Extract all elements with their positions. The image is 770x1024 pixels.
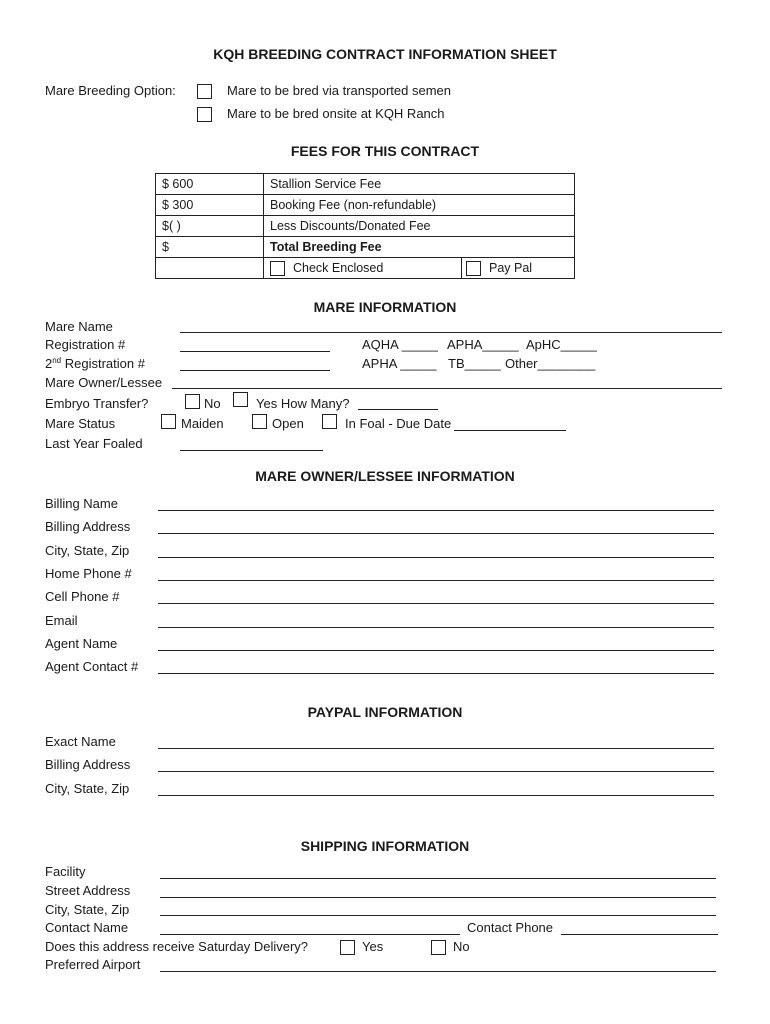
embryo-transfer-label: Embryo Transfer? bbox=[45, 396, 149, 411]
saturday-no-label: No bbox=[453, 939, 470, 954]
fee-row bbox=[156, 174, 575, 195]
facility-field[interactable] bbox=[160, 878, 716, 879]
total-fee-label: Total Breeding Fee bbox=[264, 237, 575, 258]
registration-field[interactable] bbox=[180, 351, 330, 352]
saturday-delivery-label: Does this address receive Saturday Delivery? bbox=[45, 939, 309, 954]
mare-status-label: Mare Status bbox=[45, 416, 116, 431]
breeding-option-label: Mare Breeding Option: bbox=[45, 83, 176, 98]
field-label: Billing Name bbox=[45, 496, 118, 511]
check-enclosed-label: Check Enclosed bbox=[293, 261, 384, 275]
fee-amount[interactable]: $ 300 bbox=[156, 195, 264, 216]
embryo-no-checkbox[interactable] bbox=[185, 394, 200, 409]
contact-name-label: Contact Name bbox=[45, 920, 129, 935]
field-input-line[interactable] bbox=[158, 627, 714, 628]
payment-method-cell bbox=[264, 258, 575, 279]
field-label: Cell Phone # bbox=[45, 589, 120, 605]
onsite-checkbox[interactable] bbox=[197, 107, 212, 122]
preferred-airport-label: Preferred Airport bbox=[45, 957, 141, 972]
open-label: Open bbox=[272, 416, 304, 431]
field-input-line[interactable] bbox=[158, 510, 714, 511]
registration-label: Registration # bbox=[45, 337, 126, 352]
field-input-line[interactable] bbox=[158, 580, 714, 581]
field-label: City, State, Zip bbox=[45, 780, 130, 796]
fee-amount[interactable]: $ bbox=[156, 237, 264, 258]
field-input-line[interactable] bbox=[158, 673, 714, 674]
fees-heading: FEES FOR THIS CONTRACT bbox=[290, 143, 480, 159]
field-input-line[interactable] bbox=[158, 533, 714, 534]
shipping-city-label: City, State, Zip bbox=[45, 902, 130, 917]
how-many-field[interactable] bbox=[358, 409, 438, 410]
maiden-label: Maiden bbox=[181, 416, 224, 431]
other-option[interactable]: Other________ bbox=[505, 356, 596, 371]
field-label: Agent Contact # bbox=[45, 659, 139, 675]
in-foal-label: In Foal - Due Date bbox=[345, 416, 452, 431]
due-date-field[interactable] bbox=[454, 430, 566, 431]
field-input-line[interactable] bbox=[158, 795, 714, 796]
mare-owner-label: Mare Owner/Lessee bbox=[45, 375, 163, 390]
field-input-line[interactable] bbox=[158, 771, 714, 772]
second-registration-field[interactable] bbox=[180, 370, 330, 371]
last-year-foaled-label: Last Year Foaled bbox=[45, 436, 143, 451]
saturday-yes-label: Yes bbox=[362, 939, 384, 954]
preferred-airport-field[interactable] bbox=[160, 971, 716, 972]
fee-desc: Stallion Service Fee bbox=[264, 174, 575, 195]
paypal-info-heading: PAYPAL INFORMATION bbox=[307, 704, 463, 720]
onsite-label: Mare to be bred onsite at KQH Ranch bbox=[227, 106, 445, 121]
maiden-checkbox[interactable] bbox=[161, 414, 176, 429]
transported-semen-checkbox[interactable] bbox=[197, 84, 212, 99]
second-registration-label: 2nd Registration # bbox=[45, 356, 145, 371]
field-input-line[interactable] bbox=[158, 748, 714, 749]
payment-row bbox=[156, 258, 575, 279]
fee-desc: Booking Fee (non-refundable) bbox=[264, 195, 575, 216]
mare-name-field[interactable] bbox=[180, 332, 722, 333]
field-input-line[interactable] bbox=[158, 603, 714, 604]
mare-owner-field[interactable] bbox=[172, 388, 722, 389]
field-label: Email bbox=[45, 612, 78, 628]
field-label: Billing Address bbox=[45, 519, 131, 535]
paypal-label: Pay Pal bbox=[489, 261, 533, 275]
field-label: Agent Name bbox=[45, 635, 118, 651]
facility-label: Facility bbox=[45, 864, 86, 879]
paypal-checkbox[interactable] bbox=[466, 261, 481, 276]
field-input-line[interactable] bbox=[158, 557, 714, 558]
shipping-city-field[interactable] bbox=[160, 915, 716, 916]
saturday-no-checkbox[interactable] bbox=[431, 940, 446, 955]
mare-name-label: Mare Name bbox=[45, 319, 113, 334]
in-foal-checkbox[interactable] bbox=[322, 414, 337, 429]
contact-phone-label: Contact Phone bbox=[467, 920, 554, 935]
contact-phone-field[interactable] bbox=[561, 934, 718, 935]
field-input-line[interactable] bbox=[158, 650, 714, 651]
contact-name-field[interactable] bbox=[160, 934, 460, 935]
field-label: Billing Address bbox=[45, 757, 131, 773]
aqha-option[interactable]: AQHA _____ bbox=[362, 337, 438, 352]
check-enclosed-checkbox[interactable] bbox=[270, 261, 285, 276]
owner-info-heading: MARE OWNER/LESSEE INFORMATION bbox=[255, 468, 515, 484]
embryo-yes-label: Yes How Many? bbox=[256, 396, 350, 411]
payment-empty-cell bbox=[156, 258, 264, 279]
field-label: Exact Name bbox=[45, 734, 116, 749]
apha-second-option[interactable]: APHA _____ bbox=[362, 356, 437, 371]
page-title: KQH BREEDING CONTRACT INFORMATION SHEET bbox=[213, 46, 557, 62]
fee-amount[interactable]: $ 600 bbox=[156, 174, 264, 195]
street-address-label: Street Address bbox=[45, 883, 131, 898]
last-year-foaled-field[interactable] bbox=[180, 450, 323, 451]
mare-info-heading: MARE INFORMATION bbox=[313, 299, 457, 315]
fees-table bbox=[155, 173, 575, 279]
fee-desc: Less Discounts/Donated Fee bbox=[264, 216, 575, 237]
fee-row bbox=[156, 237, 575, 258]
paypal-option[interactable] bbox=[462, 258, 532, 278]
transported-semen-label: Mare to be bred via transported semen bbox=[227, 83, 452, 98]
field-label: City, State, Zip bbox=[45, 542, 130, 558]
aphc-option[interactable]: ApHC_____ bbox=[526, 337, 597, 352]
apha-option[interactable]: APHA_____ bbox=[447, 337, 519, 352]
fee-amount[interactable]: $( ) bbox=[156, 216, 264, 237]
tb-option[interactable]: TB_____ bbox=[448, 356, 501, 371]
check-enclosed-option[interactable] bbox=[264, 258, 462, 278]
fee-row bbox=[156, 195, 575, 216]
fee-row bbox=[156, 216, 575, 237]
field-label: Home Phone # bbox=[45, 565, 132, 581]
saturday-yes-checkbox[interactable] bbox=[340, 940, 355, 955]
street-address-field[interactable] bbox=[160, 897, 716, 898]
embryo-yes-checkbox[interactable] bbox=[233, 392, 248, 407]
embryo-no-label: No bbox=[204, 396, 221, 411]
open-checkbox[interactable] bbox=[252, 414, 267, 429]
shipping-info-heading: SHIPPING INFORMATION bbox=[300, 838, 470, 854]
